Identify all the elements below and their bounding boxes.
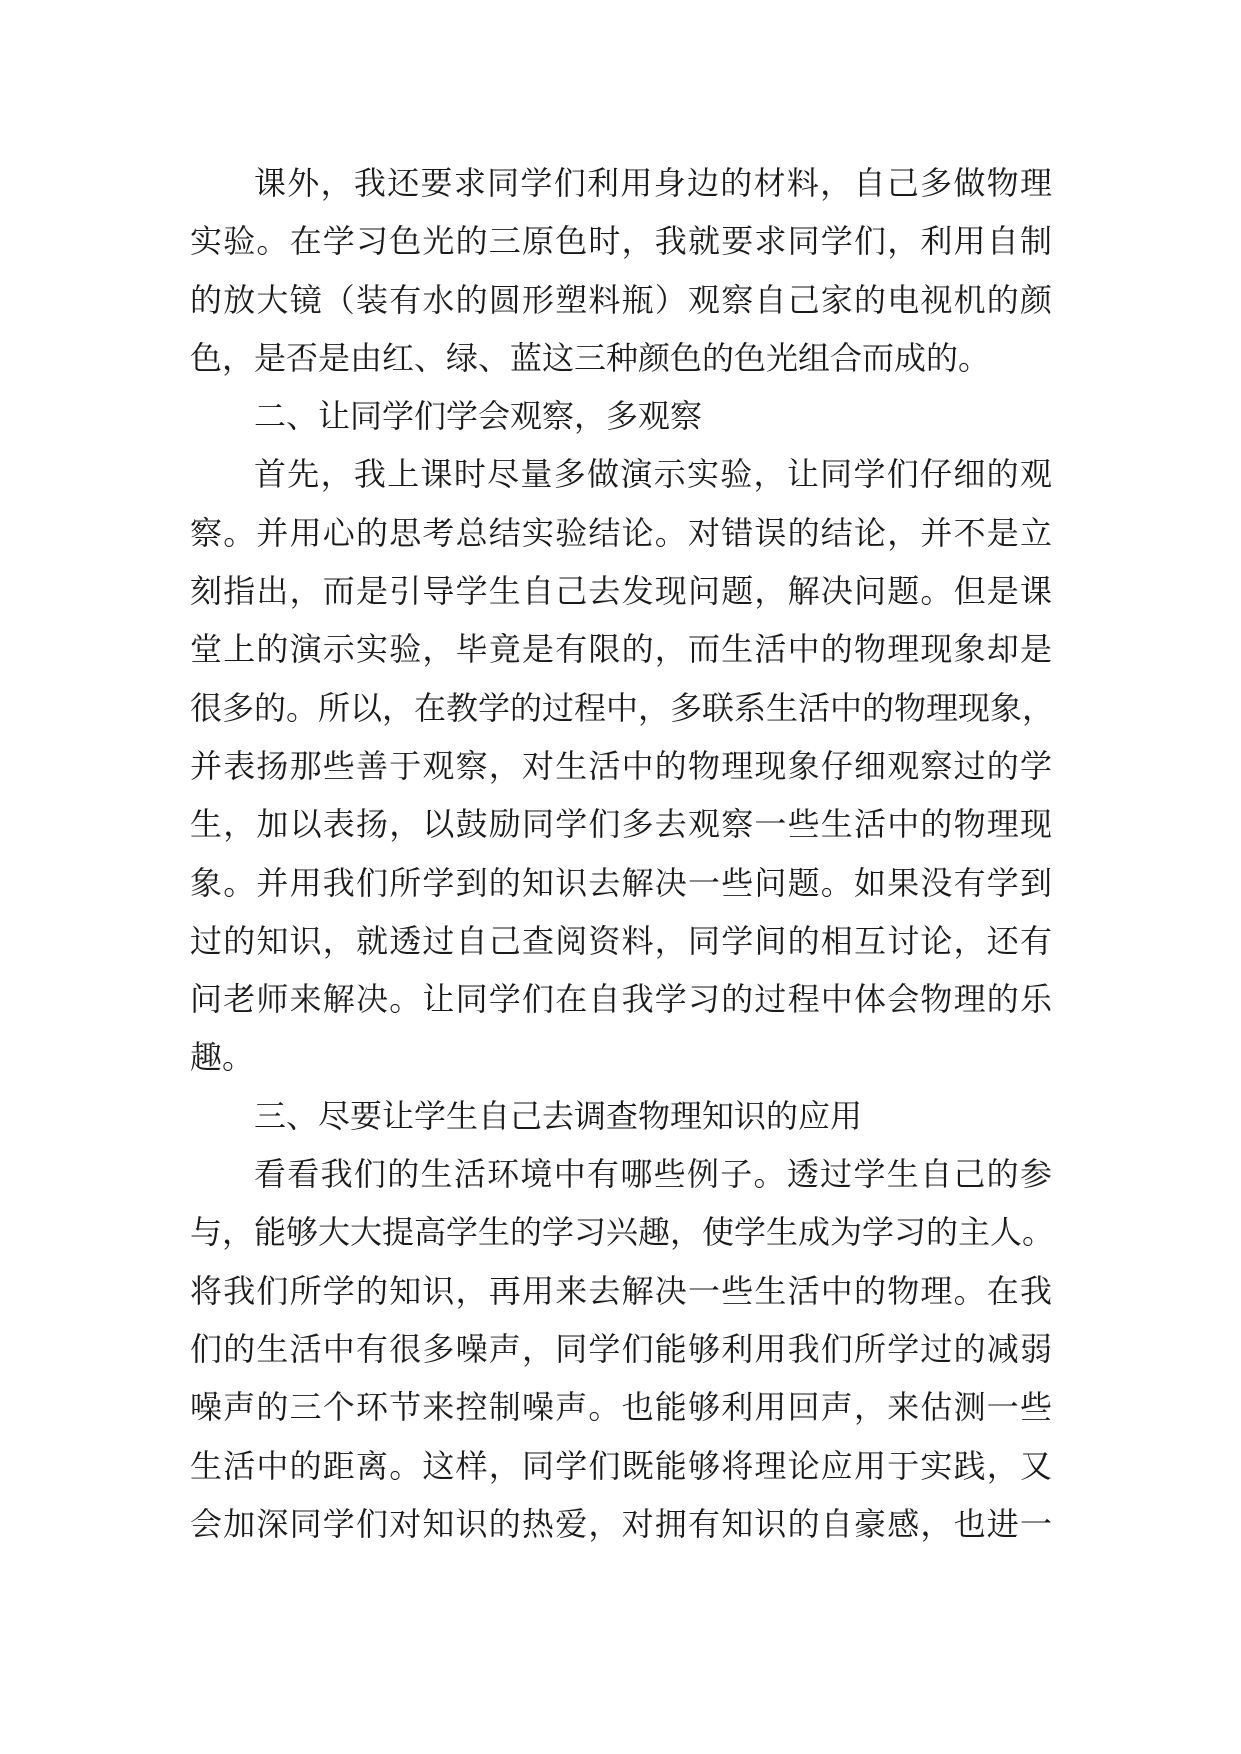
paragraph-line: 将我们所学的知识，再用来去解决一些生活中的物理。在我: [190, 1271, 1052, 1310]
paragraph-line: 堂上的演示实验，毕竟是有限的，而生活中的物理现象却是: [190, 630, 1052, 669]
paragraph-line: 察。并用心的思考总结实验结论。对错误的结论，并不是立: [190, 513, 1052, 552]
section-heading: 二、让同学们学会观察，多观察: [254, 397, 703, 436]
paragraph-line: 课外，我还要求同学们利用身边的材料，自己多做物理: [254, 164, 1052, 202]
paragraph-line: 很多的。所以，在教学的过程中，多联系生活中的物理现象，: [190, 688, 1055, 727]
paragraph-line: 首先，我上课时尽量多做演示实验，让同学们仔细的观: [254, 455, 1052, 494]
paragraph-line: 过的知识，就透过自己查阅资料，同学间的相互讨论，还有: [190, 921, 1052, 960]
paragraph-line: 会加深同学们对知识的热爱，对拥有知识的自豪感，也进一: [190, 1504, 1052, 1543]
paragraph-line: 色，是否是由红、绿、蓝这三种颜色的色光组合而成的。: [190, 338, 991, 377]
paragraph-line: 刻指出，而是引导学生自己去发现问题，解决问题。但是课: [190, 572, 1052, 611]
paragraph-line: 趣。: [190, 1038, 255, 1077]
paragraph-line: 生，加以表扬，以鼓励同学们多去观察一些生活中的物理现: [190, 805, 1052, 844]
paragraph-line: 们的生活中有很多噪声，同学们能够利用我们所学过的减弱: [190, 1329, 1052, 1368]
paragraph-line: 问老师来解决。让同学们在自我学习的过程中体会物理的乐: [190, 980, 1052, 1019]
body-text: [190, 154, 1055, 1553]
paragraph-line: 生活中的距离。这样，同学们既能够将理论应用于实践，又: [190, 1446, 1052, 1485]
paragraph-line: 并表扬那些善于观察，对生活中的物理现象仔细观察过的学: [190, 746, 1052, 785]
section-heading: 三、尽要让学生自己去调查物理知识的应用: [254, 1096, 863, 1135]
paragraph-line: 噪声的三个环节来控制噪声。也能够利用回声，来估测一些: [190, 1388, 1052, 1427]
paragraph-line: 象。并用我们所学到的知识去解决一些问题。如果没有学到: [190, 863, 1052, 902]
paragraph-line: 的放大镜（装有水的圆形塑料瓶）观察自己家的电视机的颜: [190, 280, 1052, 319]
paragraph-line: 实验。在学习色光的三原色时，我就要求同学们，利用自制: [190, 222, 1052, 261]
paragraph-line: 看看我们的生活环境中有哪些例子。透过学生自己的参: [254, 1155, 1052, 1194]
paragraph-line: 与，能够大大提高学生的学习兴趣，使学生成为学习的主人。: [190, 1213, 1055, 1252]
